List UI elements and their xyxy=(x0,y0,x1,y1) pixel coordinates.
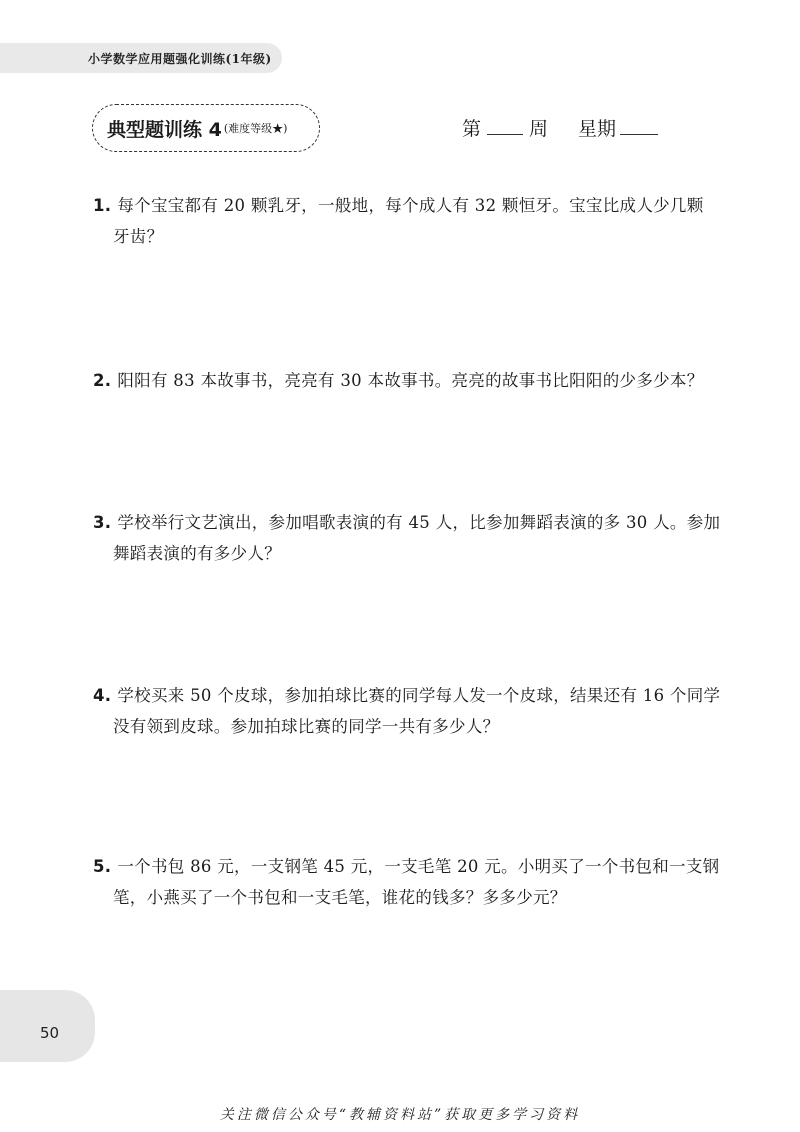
difficulty-label: (难度等级★) xyxy=(223,122,288,135)
week-prefix: 第 xyxy=(462,118,482,140)
question-text-cont: 舞蹈表演的有多少人？ xyxy=(113,544,281,563)
question-4 xyxy=(93,680,723,742)
question-number: 2. xyxy=(93,371,112,390)
question-text: 阳阳有 83 本故事书，亮亮有 30 本故事书。亮亮的故事书比阳阳的少多少本？ xyxy=(117,371,704,390)
day-blank xyxy=(620,134,658,135)
question-5 xyxy=(93,851,723,913)
week-blank xyxy=(487,134,523,135)
week-day-field xyxy=(462,114,658,141)
book-title: 小学数学应用题强化训练(1年级) xyxy=(88,52,272,66)
day-prefix: 星期 xyxy=(578,118,617,140)
question-1 xyxy=(93,190,723,252)
question-text-cont: 没有领到皮球。参加拍球比赛的同学一共有多少人？ xyxy=(113,717,500,736)
question-text: 学校举行文艺演出，参加唱歌表演的有 45 人，比参加舞蹈表演的多 30 人。参加 xyxy=(117,513,721,532)
week-suffix: 周 xyxy=(529,118,549,140)
question-text-cont: 笔，小燕买了一个书包和一支毛笔，谁花的钱多？多多少元？ xyxy=(113,888,567,907)
page-number: 50 xyxy=(40,1024,60,1042)
question-number: 4. xyxy=(93,686,112,705)
question-2 xyxy=(93,365,723,396)
question-text: 一个书包 86 元，一支钢笔 45 元，一支毛笔 20 元。小明买了一个书包和一支钢 xyxy=(117,857,720,876)
question-text: 学校买来 50 个皮球，参加拍球比赛的同学每人发一个皮球，结果还有 16 个同学 xyxy=(117,686,721,705)
question-text-cont: 牙齿？ xyxy=(113,227,164,246)
question-number: 1. xyxy=(93,196,112,215)
exercise-title: 典型题训练 4 xyxy=(107,118,222,141)
question-text: 每个宝宝都有 20 颗乳牙，一般地，每个成人有 32 颗恒牙。宝宝比成人少几颗 xyxy=(117,196,704,215)
question-number: 3. xyxy=(93,513,112,532)
footer-watermark: 关注微信公众号“教辅资料站”获取更多学习资料 xyxy=(219,1107,581,1123)
question-3 xyxy=(93,507,723,569)
question-number: 5. xyxy=(93,857,112,876)
exercise-badge xyxy=(92,104,320,152)
